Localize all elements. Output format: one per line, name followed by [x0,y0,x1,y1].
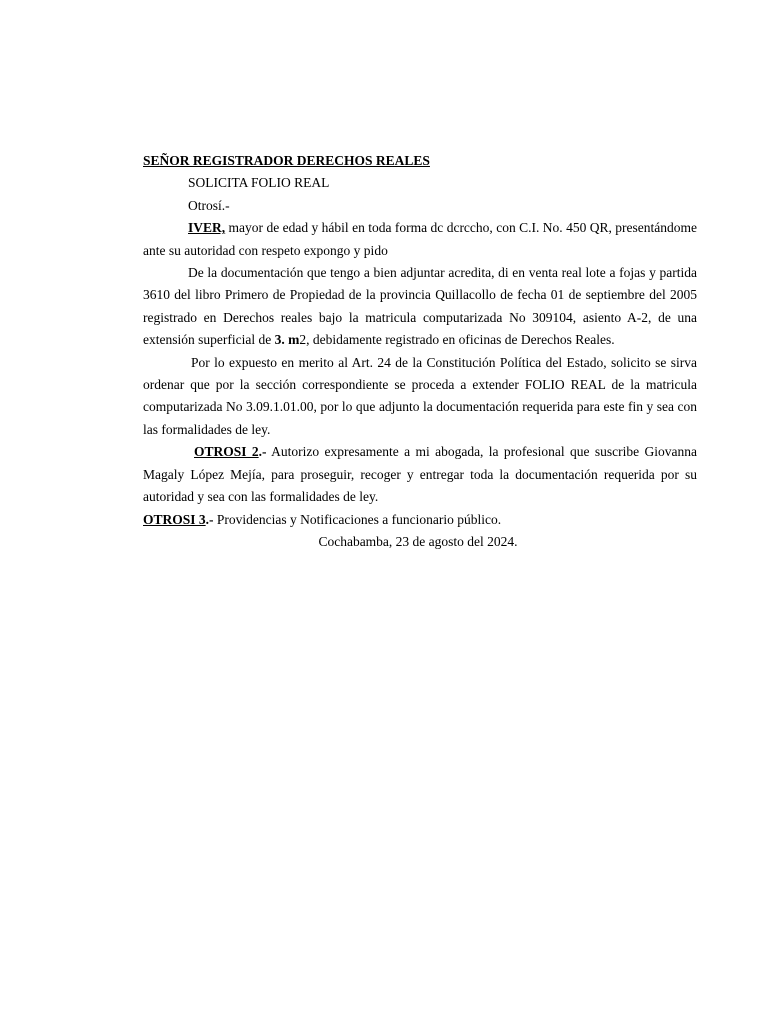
document-heading: SEÑOR REGISTRADOR DERECHOS REALES [143,153,430,168]
otrosi-3-text: Providencias y Notificaciones a funcionario público. [213,511,502,527]
closing-place-date: Cochabamba, 23 de agosto del 2024. [318,533,518,549]
paragraph-documentation-text-b: 2, debidamente registrado en oficinas de Derechos Reales. [299,332,615,348]
paragraph-request-text: Por lo expuesto en merito al Art. 24 de la Constitución Política del Estado, solicito se sirva ordenar que por la sección correspondiente se proceda a extender FOLIO REAL de la matricula computarizada No 3.09.1.01.00, por lo que adjunto la documentación requerida para este fin y sea con las formalidades de ley. [143,354,697,437]
paragraph-petitioner [143,217,697,262]
otrosi-3-separator: .- [205,511,214,527]
paragraph-petitioner-text: mayor de edad y hábil en toda forma dc dcrccho, con C.I. No. 450 QR, presentándome ante su autoridad con respeto expongo y pido [143,220,697,258]
paragraph-documentation [143,262,697,352]
paragraph-documentation-text-a: De la documentación que tengo a bien adjuntar acredita, di en venta real lote a fojas y partida 3610 del libro Primero de Propiedad de la provincia Quillacollo de fecha 01 de septiembre del 2005 registrado en Derechos reales bajo la matricula computarizada No 309104, asiento A-2, de una extensión superficial de [143,265,697,348]
otrosi-2-label: OTROSI 2 [194,444,259,460]
otrosi-2-text: Autorizo expresamente a mi abogada, la profesional que suscribe Giovanna Magaly López Mejía, para proseguir, recoger y entregar toda la documentación requerida por su autoridad y sea con las formalidades de ley. [143,444,697,505]
paragraph-otrosi-3 [143,509,697,531]
paragraph-otrosi-2 [143,441,697,508]
otrosi-intro: Otrosí.- [188,197,230,213]
otrosi-3-label: OTROSI 3 [143,511,206,527]
document-page [143,150,697,553]
otrosi-2-separator: .- [258,444,267,460]
petitioner-name: IVER, [188,220,226,236]
area-value: 3. m [274,332,300,348]
paragraph-request [143,352,697,442]
document-subject: SOLICITA FOLIO REAL [188,175,330,191]
